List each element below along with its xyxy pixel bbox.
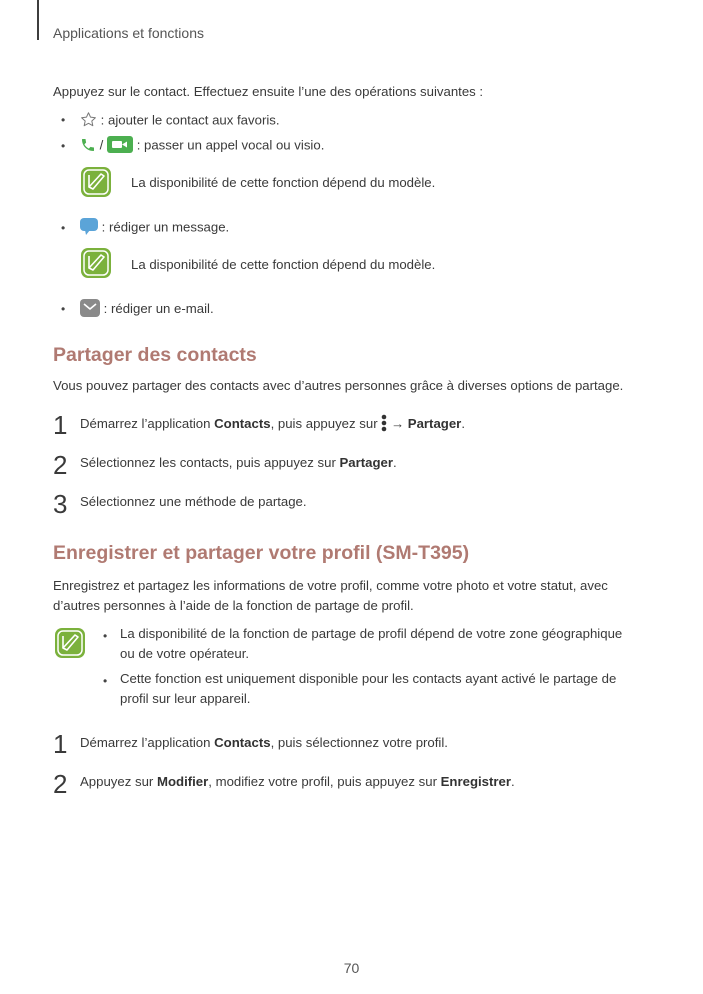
header-rule	[37, 0, 39, 40]
step-number: 2	[53, 450, 68, 480]
section1-step-1: Démarrez l’application Contacts, puis appuyez sur → Partager.	[80, 414, 465, 435]
page-number: 70	[343, 960, 360, 976]
more-options-icon	[381, 414, 387, 435]
message-icon	[80, 218, 98, 238]
note-availability-1: La disponibilité de cette fonction dépend du modèle.	[131, 175, 436, 190]
bullet-dot: •	[61, 221, 66, 235]
note-icon	[54, 627, 86, 659]
section1-step-3: Sélectionnez une méthode de partage.	[80, 494, 307, 509]
step-number: 3	[53, 489, 68, 519]
section-title-profile: Enregistrer et partager votre profil (SM-T395)	[53, 542, 470, 564]
separator: /	[99, 137, 104, 153]
email-icon	[80, 299, 100, 320]
section1-description: Vous pouvez partager des contacts avec d’autres personnes grâce à diverses options de partage.	[53, 378, 624, 393]
page-header: Applications et fonctions	[53, 25, 204, 41]
section2-description-line1: Enregistrez et partagez les informations de votre profil, comme votre photo et votre statut, avec	[53, 578, 608, 593]
intro-text: Appuyez sur le contact. Effectuez ensuite l’une des opérations suivantes :	[53, 84, 484, 99]
section1-step-2: Sélectionnez les contacts, puis appuyez sur Partager.	[80, 455, 397, 470]
note-icon	[80, 247, 112, 279]
bullet-call-text: : passer un appel vocal ou visio.	[136, 137, 325, 153]
bullet-dot: •	[61, 302, 66, 316]
bullet-email-text: : rédiger un e-mail.	[103, 300, 214, 316]
bullet-dot: •	[61, 113, 66, 127]
video-call-icon	[107, 136, 133, 156]
bullet-email	[80, 299, 214, 320]
section2-step-1: Démarrez l’application Contacts, puis sélectionnez votre profil.	[80, 735, 448, 750]
profile-note-1-line1: La disponibilité de la fonction de partage de profil dépend de votre zone géographique	[120, 626, 623, 641]
step-number: 2	[53, 769, 68, 799]
bullet-message	[80, 218, 229, 238]
bullet-dot: •	[61, 139, 66, 153]
bullet-call	[80, 136, 324, 156]
profile-note-1-line2: ou de votre opérateur.	[120, 646, 250, 661]
profile-note-2-line2: profil sur leur appareil.	[120, 691, 251, 706]
step-number: 1	[53, 729, 68, 759]
note-icon	[80, 166, 112, 198]
section-title-share-contacts: Partager des contacts	[53, 344, 257, 366]
bullet-dot: •	[103, 629, 108, 643]
bullet-favorites	[80, 111, 280, 131]
profile-note-2-line1: Cette fonction est uniquement disponible pour les contacts ayant activé le partage de	[120, 671, 617, 686]
bullet-message-text: : rédiger un message.	[101, 219, 230, 235]
arrow: →	[390, 415, 405, 431]
note-availability-2: La disponibilité de cette fonction dépend du modèle.	[131, 257, 436, 272]
star-icon	[80, 111, 97, 131]
bullet-favorites-text: : ajouter le contact aux favoris.	[100, 112, 280, 128]
bullet-dot: •	[103, 674, 108, 688]
step-number: 1	[53, 410, 68, 440]
section2-description-line2: d’autres personnes à l’aide de la fonction de partage de profil.	[53, 598, 414, 613]
phone-icon	[80, 137, 96, 156]
section2-step-2: Appuyez sur Modifier, modifiez votre profil, puis appuyez sur Enregistrer.	[80, 774, 515, 789]
